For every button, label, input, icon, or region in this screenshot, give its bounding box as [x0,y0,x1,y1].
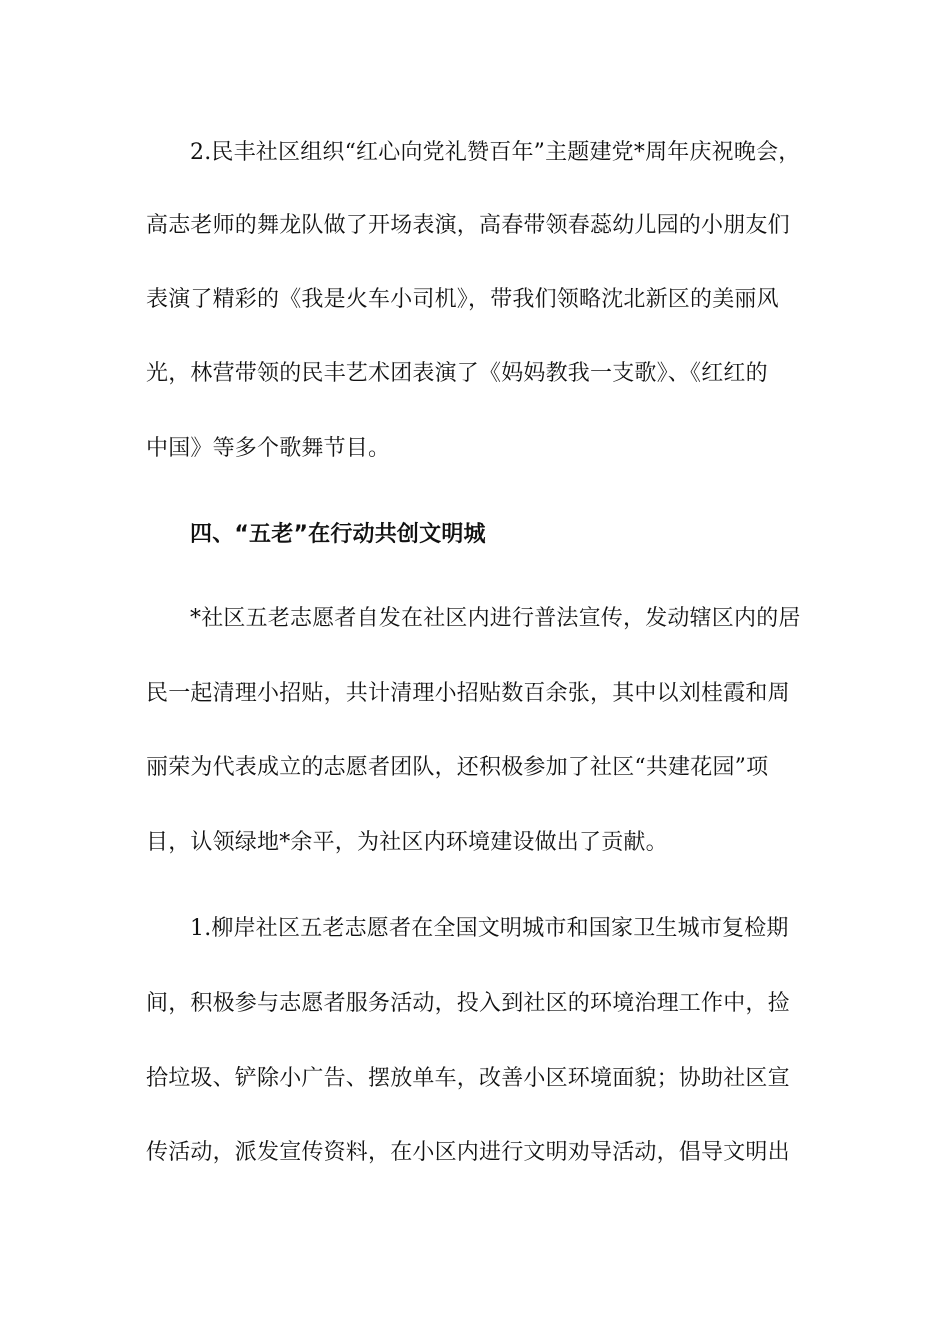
paragraph-1-line-2: 高志老师的舞龙队做了开场表演，高春带领春蕊幼儿园的小朋友们 [146,213,790,238]
paragraph-3-line-3: 拾垃圾、铲除小广告、摆放单车，改善小区环境面貌；协助社区宣 [146,1066,790,1091]
paragraph-1-line-4: 光，林营带领的民丰艺术团表演了《妈妈教我一支歌》、《红红的 [146,361,768,386]
paragraph-2-line-1: *社区五老志愿者自发在社区内进行普法宣传，发动辖区内的居 [190,606,801,631]
section-heading: 四、“五老”在行动共创文明城 [190,522,486,547]
paragraph-1-line-5: 中国》等多个歌舞节目。 [146,436,391,461]
paragraph-3-line-2: 间，积极参与志愿者服务活动，投入到社区的环境治理工作中，捡 [146,991,790,1016]
paragraph-2-line-2: 民一起清理小招贴，共计清理小招贴数百余张，其中以刘桂霞和周 [146,681,790,706]
paragraph-2-line-3: 丽荣为代表成立的志愿者团队，还积极参加了社区“共建花园”项 [146,755,769,780]
paragraph-2-line-4: 目，认领绿地*余平，为社区内环境建设做出了贡献。 [146,830,668,855]
paragraph-1-line-1: 2.民丰社区组织“红心向党礼赞百年”主题建党*周年庆祝晚会， [190,140,801,165]
paragraph-1-line-3: 表演了精彩的《我是火车小司机》，带我们领略沈北新区的美丽风 [146,287,779,312]
paragraph-3-line-4: 传活动，派发宣传资料，在小区内进行文明劝导活动，倡导文明出 [146,1140,790,1165]
paragraph-3-line-1: 1.柳岸社区五老志愿者在全国文明城市和国家卫生城市复检期 [190,916,789,941]
